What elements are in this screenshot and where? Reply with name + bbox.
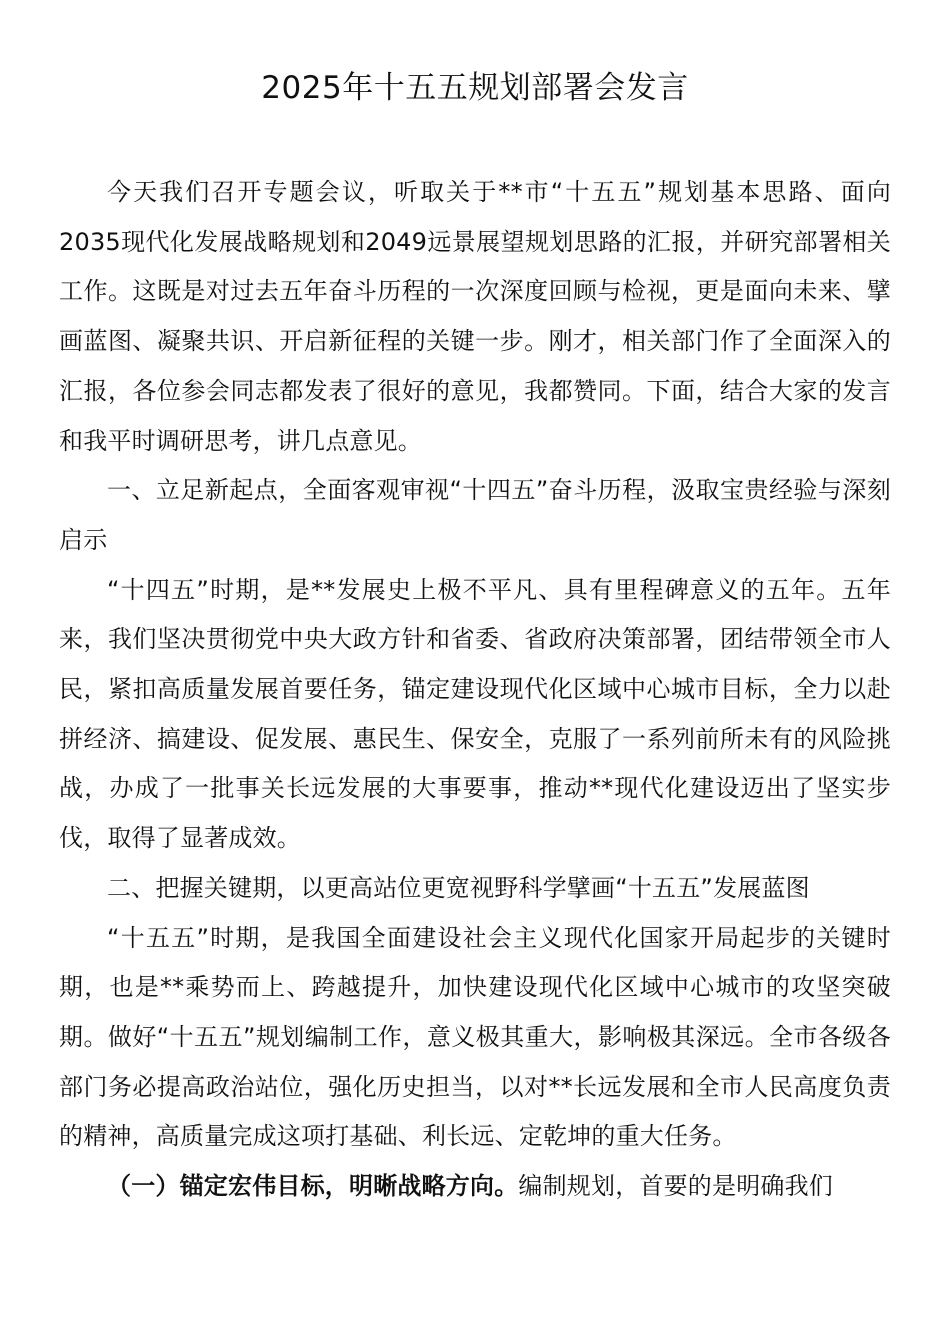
section-heading-one: 一、立足新起点，全面客观审视“十四五”奋斗历程，汲取宝贵经验与深刻启示 — [59, 476, 891, 554]
section-one-paragraph: “十四五”时期，是**发展史上极不平凡、具有里程碑意义的五年。五年来，我们坚决贯彻党中央大政方针和省委、省政府决策部署，团结带领全市人民，紧扣高质量发展首要任务，锚定建设现代化区域中心城市目标，全力以赴拼经济、搞建设、促发展、惠民生、保安全，克服了一系列前所未有的风险挑战，办成了一批事关长远发展的大事要事，推动**现代化建设迈出了坚实步伐，取得了显著成效。 — [59, 575, 891, 853]
document-title: 2025年十五五规划部署会发言 — [261, 70, 689, 106]
subsection-text: 编制规划，首要的是明确我们 — [518, 1172, 834, 1201]
section-heading-two: 二、把握关键期，以更高站位更宽视野科学擘画“十五五”发展蓝图 — [107, 873, 810, 902]
intro-paragraph: 今天我们召开专题会议，听取关于**市“十五五”规划基本思路、面向2035现代化发展战略规划和2049远景展望规划思路的汇报，并研究部署相关工作。这既是对过去五年奋斗历程的一次深度回顾与检视，更是面向未来、擘画蓝图、凝聚共识、开启新征程的关键一步。刚才，相关部门作了全面深入的汇报，各位参会同志都发表了很好的意见，我都赞同。下面，结合大家的发言和我平时调研思考，讲几点意见。 — [59, 178, 891, 455]
subsection-heading: （一）锚定宏伟目标，明晰战略方向。 — [107, 1172, 519, 1201]
section-two-paragraph: “十五五”时期，是我国全面建设社会主义现代化国家开局起步的关键时期，也是**乘势而上、跨越提升，加快建设现代化区域中心城市的攻坚突破期。做好“十五五”规划编制工作，意义极其重大，影响极其深远。全市各级各部门务必提高政治站位，强化历史担当，以对**长远发展和全市人民高度负责的精神，高质量完成这项打基础、利长远、定乾坤的重大任务。 — [59, 923, 891, 1151]
subsection-paragraph — [59, 1162, 891, 1212]
